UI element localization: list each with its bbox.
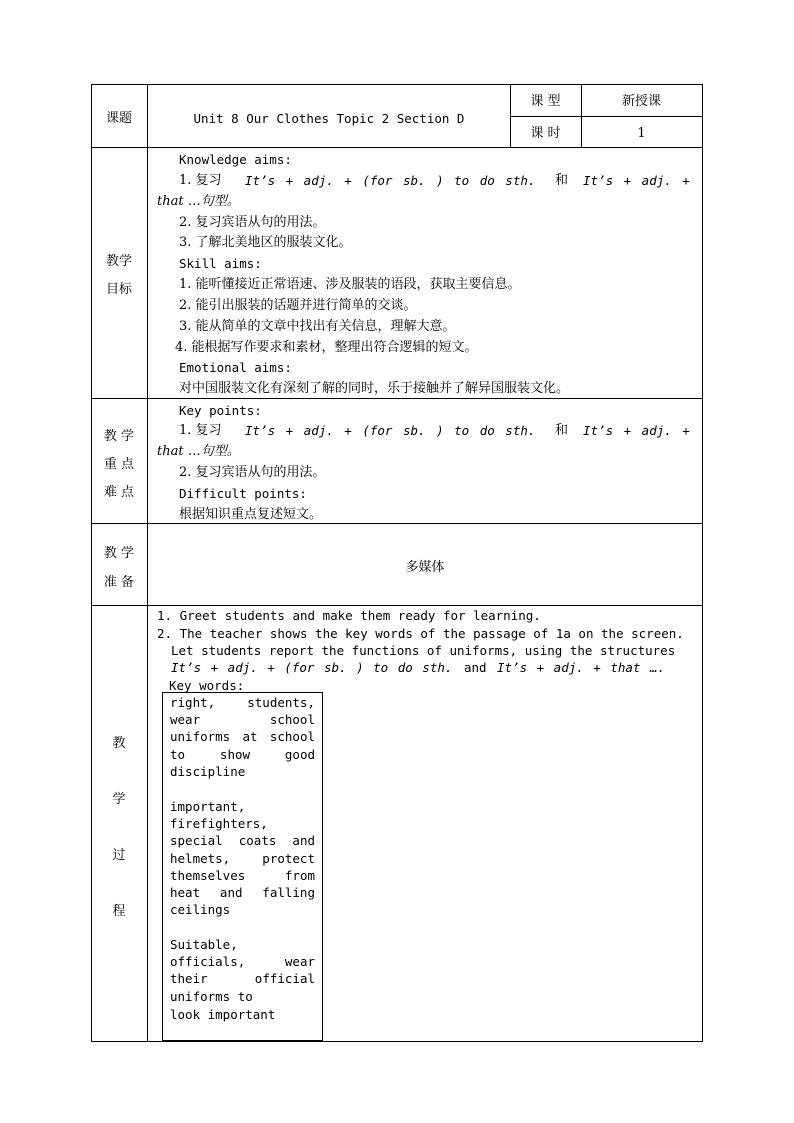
goals-label-line2: 目标 — [105, 282, 132, 297]
topic-label: 课题 — [105, 111, 132, 126]
process-label-4: 程 — [112, 904, 126, 919]
skill-aim-4: 4. 能根据写作要求和素材，整理出符合逻辑的短文。 — [175, 340, 478, 355]
key-words-group-3: Suitable, officials, wear their official uniforms to — [170, 937, 315, 1004]
key-point-2: 2. 复习宾语从句的用法。 — [179, 465, 326, 480]
lesson-type-value: 新授课 — [621, 94, 661, 109]
difficult-points-heading: Difficult points: — [179, 486, 307, 501]
preparation-label-line1: 教 学 — [103, 546, 135, 561]
knowledge-aim-2: 2. 复习宾语从句的用法。 — [179, 215, 326, 230]
key-points-heading: Key points: — [179, 403, 262, 418]
key-point-1-structure-a: It’s + adj. + (for sb. ) to do sth. — [245, 423, 536, 438]
process-step-1: 1. Greet students and make them ready for learning. — [157, 608, 541, 623]
row-divider-2 — [91, 398, 703, 399]
skill-aims-heading: Skill aims: — [179, 256, 262, 271]
key-words-label: Key words: — [169, 678, 245, 693]
table-bottom-border — [91, 1041, 703, 1042]
preparation-value: 多媒体 — [405, 560, 445, 575]
process-step-2-line1: 2. The teacher shows the key words of the passage of 1a on the screen. — [157, 626, 684, 641]
knowledge-aim-1-and: 和 — [555, 173, 569, 188]
key-words-group-3-last: look important — [170, 1007, 276, 1022]
row-divider-4 — [91, 605, 703, 606]
knowledge-aim-1-tail: that …句型。 — [157, 194, 240, 209]
key-points-label-line1: 教 学 — [103, 429, 135, 444]
process-label-2: 学 — [112, 792, 126, 807]
lesson-hours-label: 课 时 — [530, 126, 561, 141]
table-right-border — [702, 84, 703, 1042]
process-step-2-line2: Let students report the functions of uniforms, using the structures — [171, 643, 676, 658]
key-point-1-tail: that …句型。 — [157, 444, 240, 459]
process-label-1: 教 — [112, 736, 126, 751]
header-mid-divider — [510, 116, 703, 117]
row-divider-3 — [91, 523, 703, 524]
key-points-label-line2: 重 点 — [103, 457, 135, 472]
skill-aim-2: 2. 能引出服装的话题并进行简单的交谈。 — [179, 298, 417, 313]
key-point-1-and: 和 — [555, 423, 569, 438]
key-point-1-structure-b: It’s + adj. + — [583, 423, 690, 438]
table-left-border — [91, 84, 92, 1042]
key-words-group-2: important, firefighters, special coats and helmets, protect themselves from heat and falling ceilings — [170, 799, 315, 918]
key-words-group-1: right, students, wear school uniforms at school to show good discipline — [170, 695, 315, 779]
knowledge-aim-1-structure-b: It’s + adj. + — [583, 173, 690, 188]
key-point-1-prefix: 1. 复习 — [179, 423, 222, 438]
row-divider-1 — [91, 147, 703, 148]
process-step-2-structure-a: It’s + adj. + (for sb. ) to do sth. — [171, 660, 453, 675]
key-points-label-line3: 难 点 — [103, 485, 135, 500]
table-top-border — [91, 84, 703, 85]
preparation-label-line2: 准 备 — [103, 575, 135, 590]
process-step-2-and: and — [464, 660, 487, 675]
lesson-type-label: 课 型 — [530, 94, 561, 109]
process-step-2-structure-b: It’s + adj. + that …. — [497, 660, 666, 675]
difficult-point-1: 根据知识重点复述短文。 — [179, 507, 323, 522]
knowledge-aim-3: 3. 了解北美地区的服装文化。 — [179, 235, 352, 250]
emotional-aim-1: 对中国服装文化有深刻了解的同时，乐于接触并了解异国服装文化。 — [179, 381, 570, 396]
knowledge-aim-1-prefix: 1. 复习 — [179, 173, 222, 188]
lesson-hours-value: 1 — [637, 126, 646, 141]
emotional-aims-heading: Emotional aims: — [179, 360, 292, 375]
process-label-3: 过 — [112, 848, 126, 863]
goals-label-line1: 教学 — [105, 254, 132, 269]
knowledge-aims-heading: Knowledge aims: — [179, 152, 292, 167]
knowledge-aim-1-structure-a: It’s + adj. + (for sb. ) to do sth. — [245, 173, 536, 188]
topic-title: Unit 8 Our Clothes Topic 2 Section D — [193, 111, 465, 126]
skill-aim-3: 3. 能从简单的文章中找出有关信息，理解大意。 — [179, 319, 456, 334]
skill-aim-1: 1. 能听懂接近正常语速、涉及服装的语段，获取主要信息。 — [179, 277, 521, 292]
